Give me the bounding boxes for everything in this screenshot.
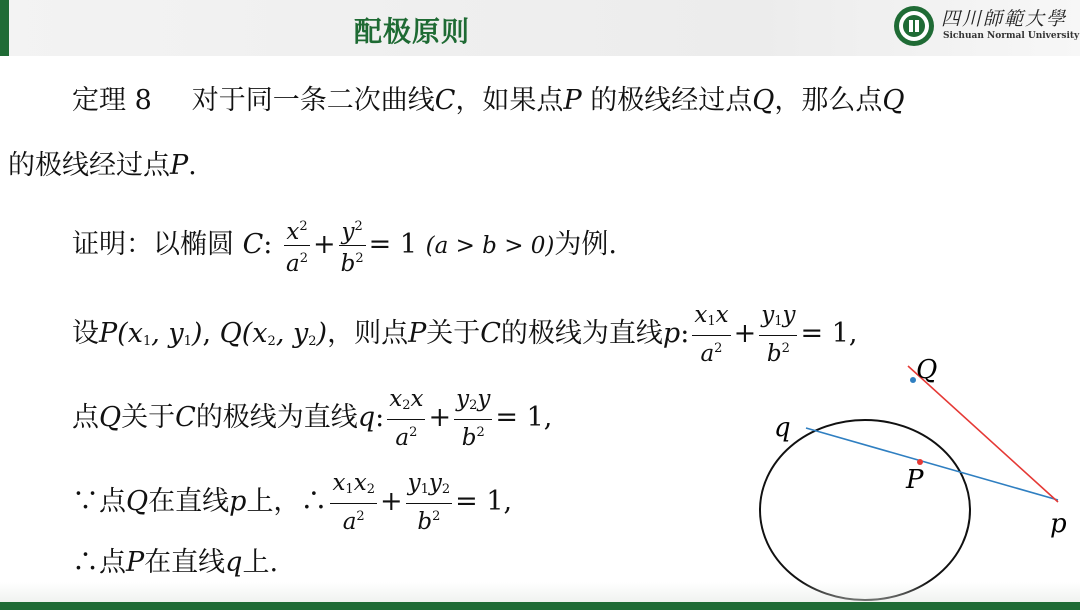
step-text: 关于 xyxy=(426,318,481,349)
math-line-q: q xyxy=(357,402,376,433)
fraction-y2-b2: $\frac{y^2}{b^2}$ xyxy=(340,219,364,277)
theorem-line-2 xyxy=(8,149,197,183)
theorem-label: 定理 8 xyxy=(72,85,152,116)
ellipse-curve xyxy=(760,420,970,600)
step-text: 上. xyxy=(242,547,279,578)
step-text: 关于 xyxy=(121,402,176,433)
logo-name: 四川師範大學 xyxy=(941,8,1068,30)
university-logo xyxy=(893,4,1078,48)
step-text: 点 xyxy=(72,402,99,433)
step-text: 的极线为直线 xyxy=(500,318,663,349)
step-text: 在直线 xyxy=(144,547,226,578)
equation-rhs: = 1, xyxy=(495,402,553,433)
theorem-text: 对于同一条二次曲线 xyxy=(191,85,435,116)
footer-bar xyxy=(0,602,1080,610)
math-p: P xyxy=(563,85,582,116)
math-line-p: p xyxy=(662,318,681,349)
step-3-line: ∵点Q在直线p上，∴ $\frac{x_1x_2}{a^2}$ + $\frac{y_1y_2}{b^2}$ = 1, xyxy=(72,470,513,535)
step-text: ，则点 xyxy=(327,318,409,349)
theorem-text: ，那么点 xyxy=(774,85,883,116)
step-text: 设 xyxy=(72,318,99,349)
step-text: 上，∴ xyxy=(246,486,328,517)
fraction-x2x-a2: $\frac{x_2x}{a^2}$ xyxy=(389,386,424,451)
footer-fade xyxy=(0,582,1080,602)
step-4-line: ∴点P在直线q上. xyxy=(72,547,279,578)
step-text: ∵点 xyxy=(72,486,126,517)
theorem-text: ，如果点 xyxy=(455,85,564,116)
fraction-x1x-a2: $\frac{x_1x}{a^2}$ xyxy=(694,302,729,367)
label-point-q: Q xyxy=(916,355,938,385)
fraction-y1y-b2: $\frac{y_1y}{b^2}$ xyxy=(761,302,796,367)
colon: : xyxy=(263,229,273,260)
step-text: 的极线为直线 xyxy=(195,402,358,433)
math-q: Q xyxy=(882,85,905,116)
equation-rhs: = 1 xyxy=(368,229,417,260)
theorem-text: 的极线经过点 xyxy=(590,85,753,116)
equation-rhs: = 1, xyxy=(455,486,513,517)
polar-line-q xyxy=(806,428,1058,500)
math-q: Q xyxy=(752,85,775,116)
math-p: P xyxy=(170,150,189,181)
theorem-text: . xyxy=(188,150,197,181)
proof-text: 为例. xyxy=(554,229,617,260)
step-text: ∴点 xyxy=(72,547,126,578)
label-line-p: p xyxy=(1050,509,1067,539)
label-point-p: P xyxy=(906,465,924,495)
polar-line-p xyxy=(908,366,1058,502)
proof-text: 证明：以椭圆 xyxy=(72,229,234,260)
step-text: 在直线 xyxy=(148,486,230,517)
label-line-q: q xyxy=(774,413,791,443)
fraction-x2-a2: $\frac{x^2}{a^2}$ xyxy=(285,219,308,277)
university-seal-icon xyxy=(893,5,935,47)
fraction-y1y2-b2: $\frac{y_1y_2}{b^2}$ xyxy=(407,470,451,535)
condition: (a > b > 0) xyxy=(425,233,555,259)
theorem-text: 的极线经过点 xyxy=(8,150,170,181)
equation-rhs: = 1, xyxy=(800,318,858,349)
fraction-x1x2-a2: $\frac{x_1x_2}{a^2}$ xyxy=(332,470,375,535)
logo-english-name: Sichuan Normal University xyxy=(943,31,1080,41)
theorem-line-1 xyxy=(72,84,904,118)
math-c: C xyxy=(434,85,456,116)
header xyxy=(0,0,1080,56)
page-title: 配极原则 xyxy=(354,15,471,48)
step-2-line: 点Q关于C的极线为直线q: $\frac{x_2x}{a^2}$ + $\frac{y_2y}{b^2}$ = 1, xyxy=(72,386,553,451)
step-1-line: 设$P(x_1$, $y_1$), $Q(x_2$, $y_2$)，则点P关于C的极线为直线p: $\frac{x_1x}{a^2}$ + $\frac{y_1y}{b^2}$ = 1, xyxy=(72,302,858,367)
header-accent-bar xyxy=(0,0,9,56)
polar-figure xyxy=(740,350,1080,605)
math-c: C xyxy=(242,229,264,260)
proof-line: 证明：以椭圆 C: $\frac{x^2}{a^2}$ + $\frac{y^2}{b^2}$ = 1 (a > b > 0)为例. xyxy=(72,215,617,276)
fraction-y2y-b2: $\frac{y_2y}{b^2}$ xyxy=(456,386,491,451)
